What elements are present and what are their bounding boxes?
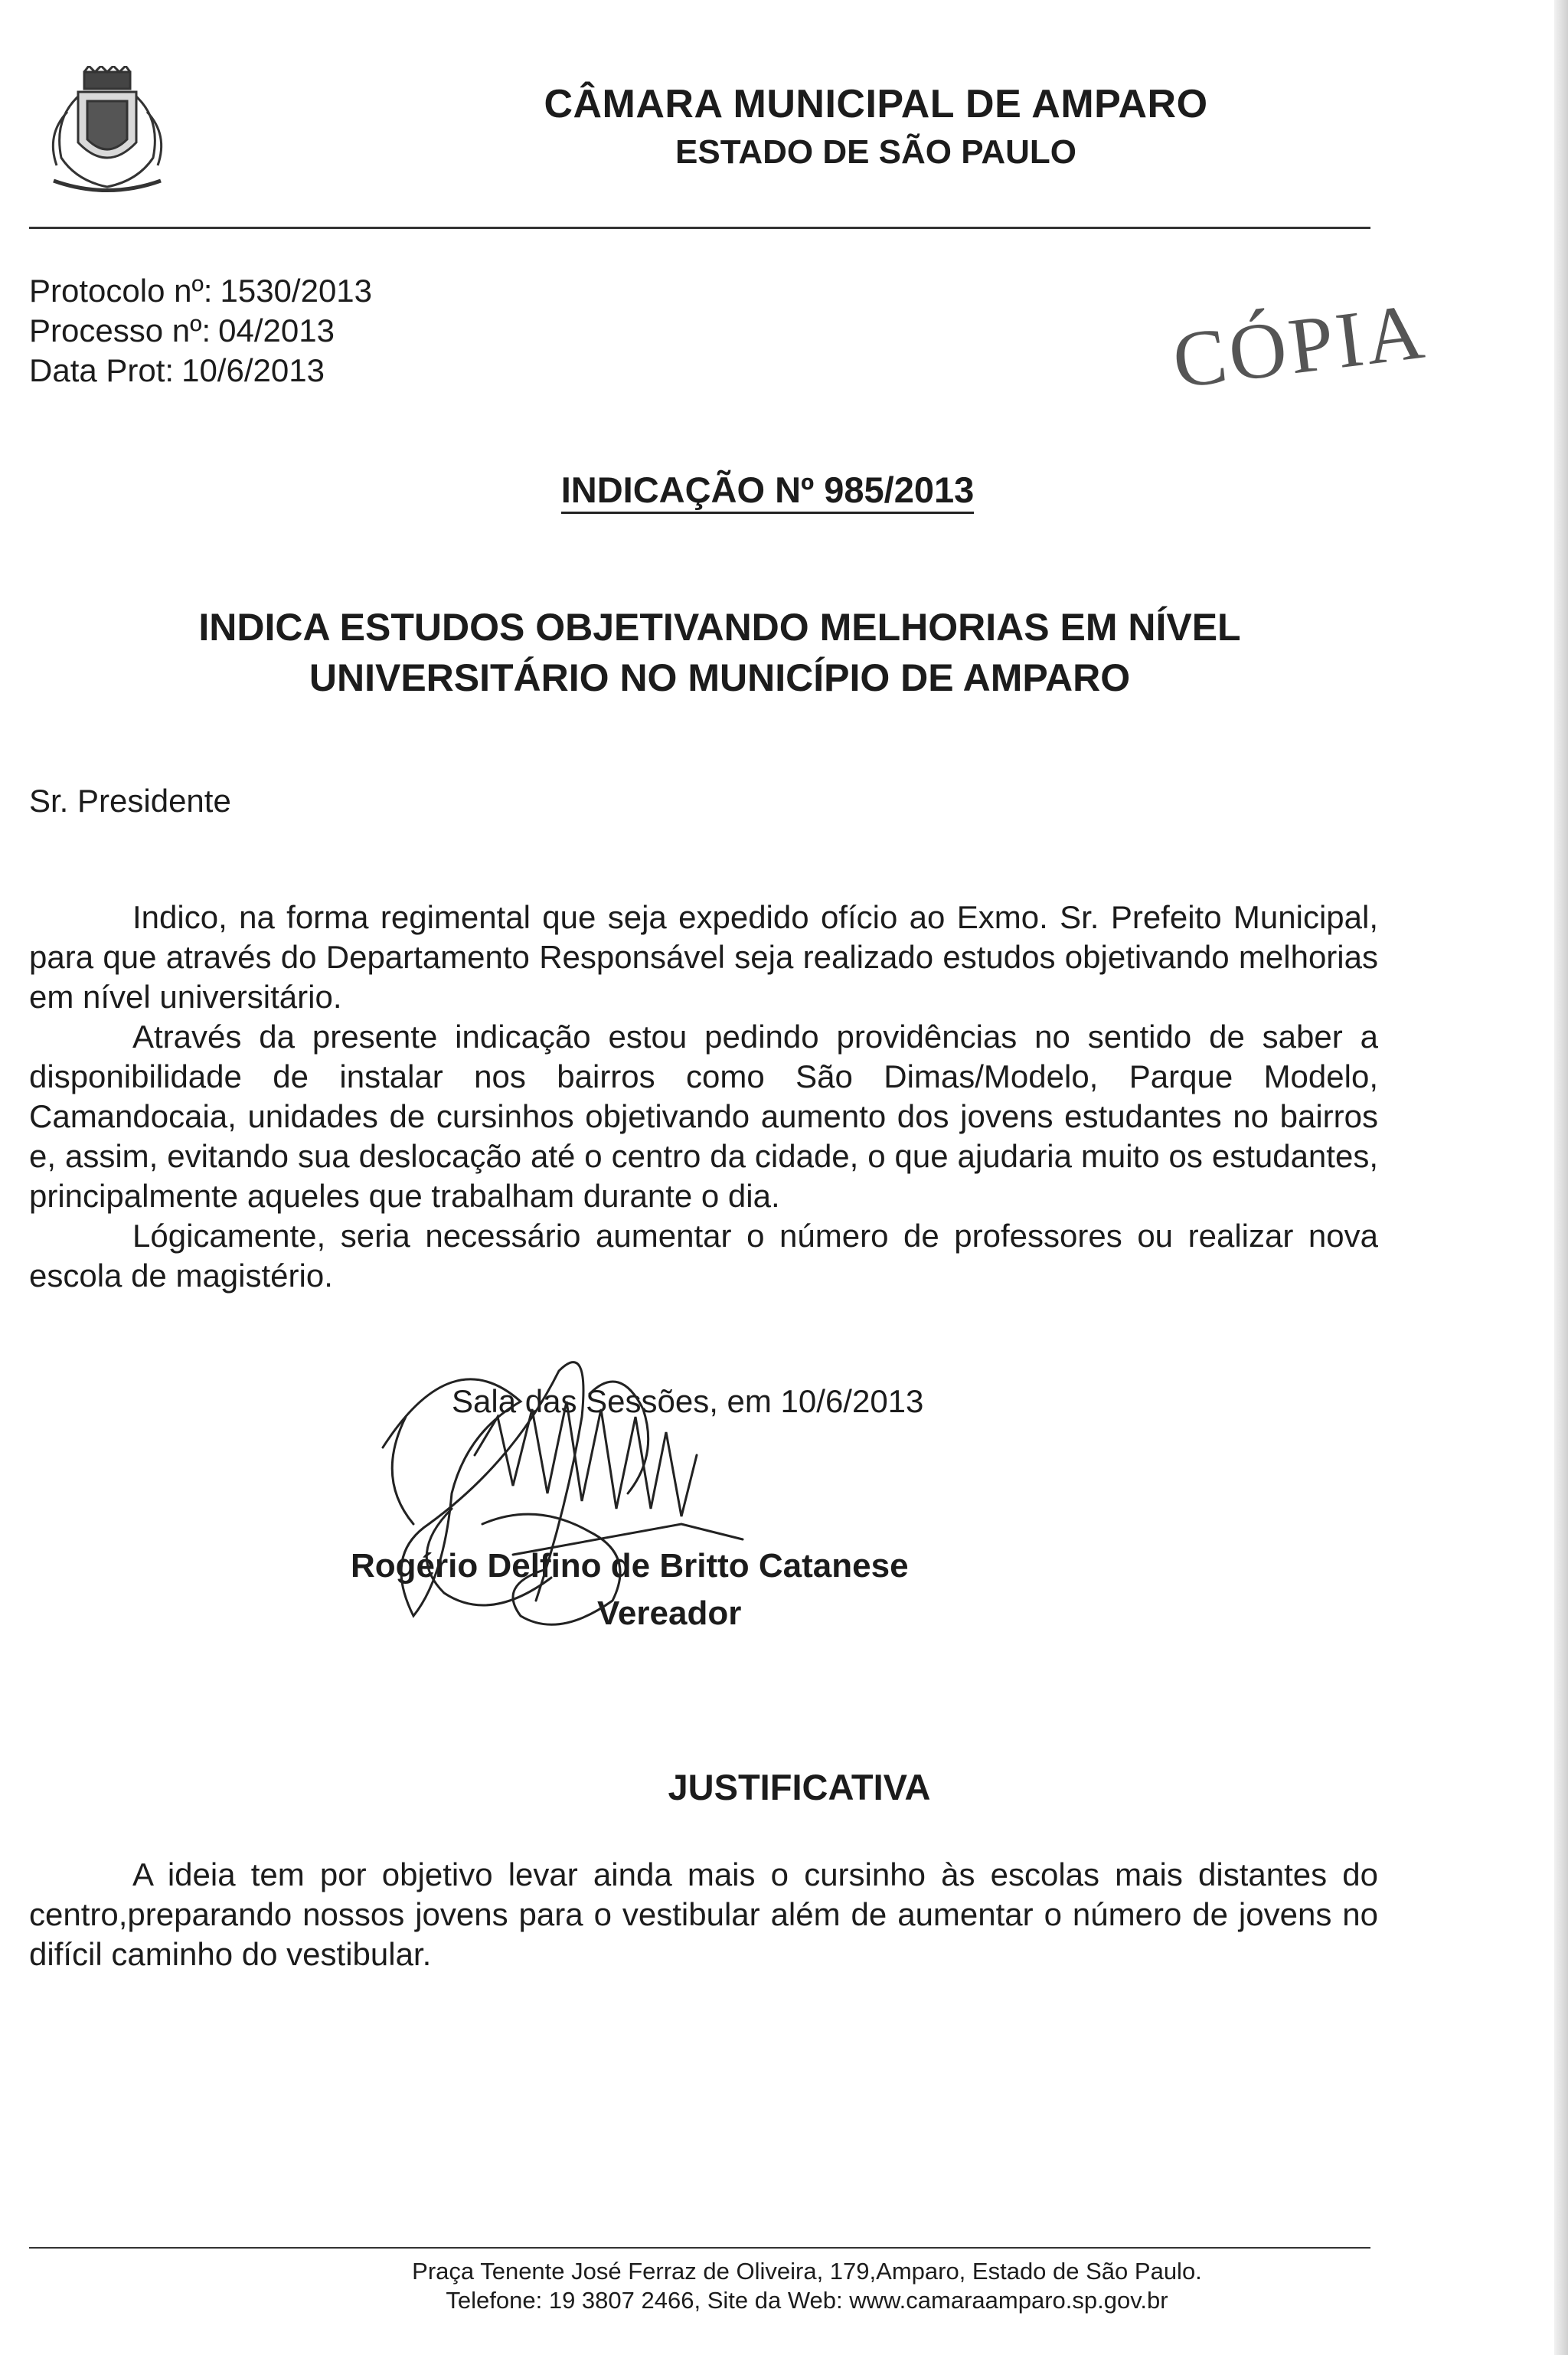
justificativa-body (29, 1855, 1378, 1974)
body-paragraph: Indico, na forma regimental que seja expedido ofício ao Exmo. Sr. Prefeito Municipal, para que através do Departamento Responsável seja realizado estudos objetivando melhorias em nível universitário. (29, 899, 1378, 1015)
protocolo-value: 1530/2013 (220, 273, 373, 309)
document-title (0, 469, 1443, 511)
signer-name: Rogério Delfino de Britto Catanese (351, 1547, 909, 1585)
place-date: Sala das Sessões, em 10/6/2013 (452, 1383, 924, 1419)
data-prot-value: 10/6/2013 (181, 352, 325, 388)
data-prot-label: Data Prot: (29, 352, 175, 388)
justificativa-paragraph: A ideia tem por objetivo levar ainda mais o cursinho às escolas mais distantes do centro,preparando nossos jovens para o vestibular além de aumentar o número de jovens no difícil caminho do vestibular. (29, 1856, 1378, 1972)
scan-edge (1554, 0, 1568, 2355)
subject-line-1: INDICA ESTUDOS OBJETIVANDO MELHORIAS EM NÍVEL (198, 606, 1241, 649)
processo-line (29, 311, 335, 351)
body-paragraph: Através da presente indicação estou pedindo providências no sentido de saber a disponibilidade de instalar nos bairros como São Dimas/Modelo, Parque Modelo, Camandocaia, unidades de cursinhos objetivando aumento dos jovens estudantes no bairros e, assim, evitando sua deslocação até o centro da cidade, o que ajudaria muito os estudantes, principalmente aqueles que trabalham durante o dia. (29, 1019, 1378, 1214)
institution-name: CÂMARA MUNICIPAL DE AMPARO (544, 82, 1208, 126)
signer-role: Vereador (597, 1595, 742, 1632)
body-paragraph: Lógicamente, seria necessário aumentar o número de professores ou realizar nova escola de magistério. (29, 1218, 1378, 1294)
salutation: Sr. Presidente (29, 783, 231, 819)
footer-address: Praça Tenente José Ferraz de Oliveira, 179,Amparo, Estado de São Paulo. (412, 2258, 1202, 2285)
protocolo-label: Protocolo nº: (29, 273, 213, 309)
footer-contact: Telefone: 19 3807 2466, Site da Web: www.camaraamparo.sp.gov.br (446, 2287, 1168, 2314)
copia-stamp: CÓPIA (1168, 286, 1432, 406)
processo-label: Processo nº: (29, 312, 211, 348)
handwritten-signature (360, 1325, 789, 1647)
header-divider (29, 227, 1370, 229)
document-subject (122, 602, 1317, 703)
footer-divider (29, 2247, 1370, 2249)
protocolo-line (29, 271, 372, 311)
document-body (29, 898, 1378, 1296)
document-title-text: INDICAÇÃO Nº 985/2013 (561, 469, 975, 514)
data-prot-line (29, 351, 325, 391)
state-name: ESTADO DE SÃO PAULO (675, 133, 1076, 171)
justificativa-title: JUSTIFICATIVA (668, 1767, 931, 1807)
processo-value: 04/2013 (218, 312, 335, 348)
subject-line-2: UNIVERSITÁRIO NO MUNICÍPIO DE AMPARO (309, 656, 1131, 699)
